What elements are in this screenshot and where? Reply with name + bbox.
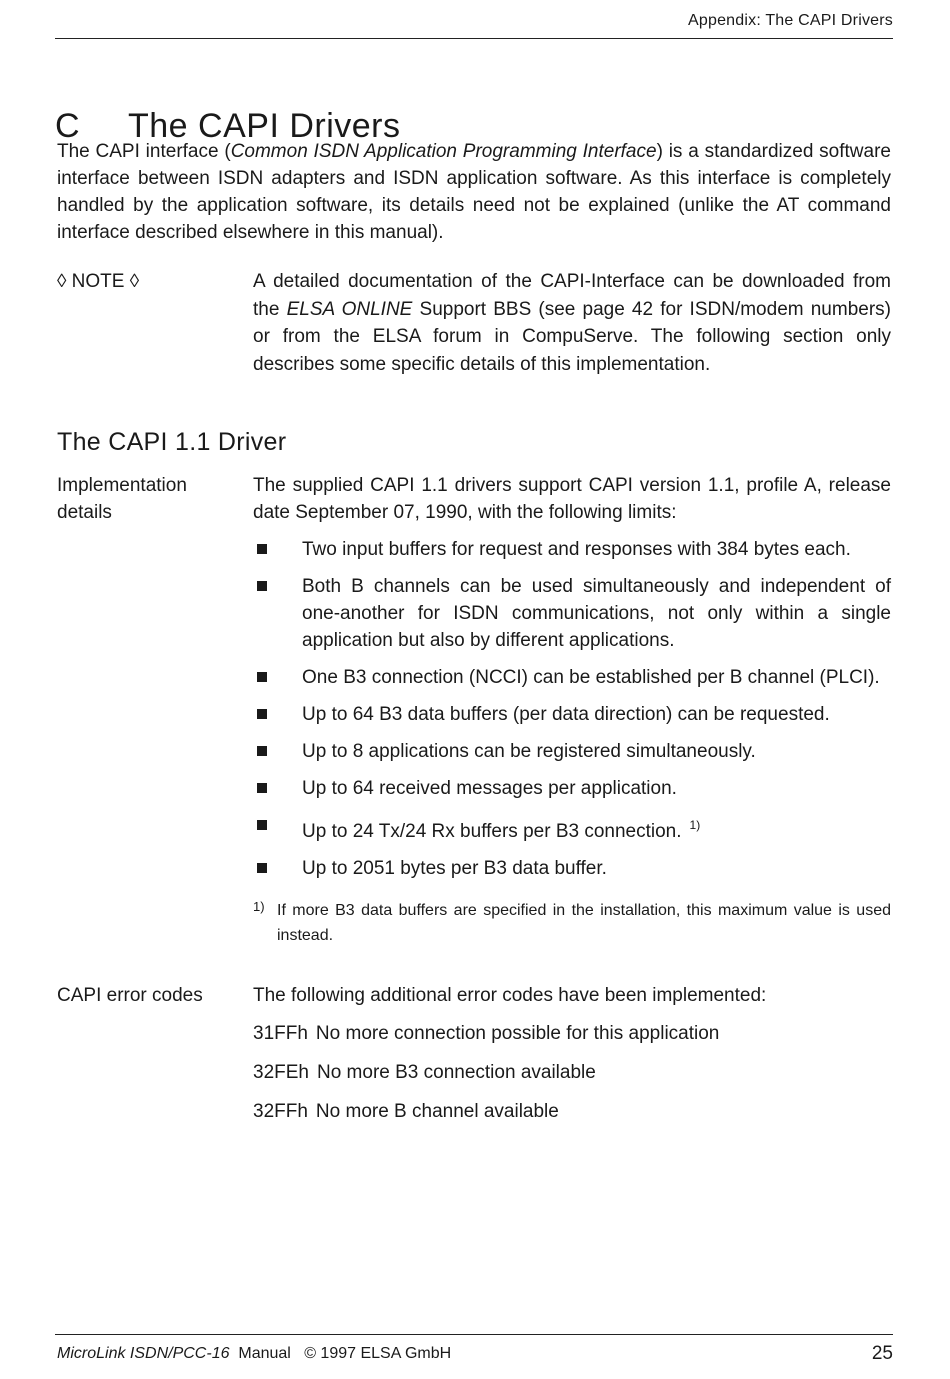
error-code: 31FFh bbox=[253, 1023, 308, 1044]
note-text-1: A detailed documentation of the CAPI-Interface can be downloaded from the bbox=[253, 271, 891, 320]
error-code: 32FEh bbox=[253, 1062, 309, 1083]
list-item bbox=[253, 664, 891, 691]
list-item-text: Two input buffers for request and responses with 384 bytes each. bbox=[302, 539, 851, 560]
footnote bbox=[253, 898, 891, 948]
list-item bbox=[253, 775, 891, 802]
error-codes-list bbox=[253, 1020, 719, 1137]
list-item bbox=[253, 855, 891, 882]
error-codes-label: CAPI error codes bbox=[57, 985, 203, 1006]
note-paragraph bbox=[253, 268, 891, 378]
footer-copyright: Manual © 1997 ELSA GmbH bbox=[229, 1345, 452, 1362]
error-code-item bbox=[253, 1020, 719, 1047]
list-item bbox=[253, 812, 891, 845]
section-title: The CAPI 1.1 Driver bbox=[57, 428, 287, 456]
error-code: 32FFh bbox=[253, 1101, 308, 1122]
chapter-number: C bbox=[55, 106, 81, 145]
error-description: No more connection possible for this application bbox=[315, 1023, 720, 1044]
list-item bbox=[253, 536, 891, 563]
footnote-mark: 1) bbox=[253, 899, 265, 914]
list-item-text: Both B channels can be used simultaneously and independent of one-another for ISDN communications, not only within a single application but also by different applications. bbox=[302, 576, 891, 651]
footnote-text: If more B3 data buffers are specified in the installation, this maximum value is used instead. bbox=[277, 902, 891, 944]
page-number: 25 bbox=[871, 1343, 893, 1364]
footnote-reference: 1) bbox=[689, 818, 701, 832]
bullet-square-icon bbox=[257, 672, 267, 682]
error-description: No more B channel available bbox=[315, 1101, 559, 1122]
intro-text-1: The CAPI interface ( bbox=[57, 141, 231, 162]
list-item-text: Up to 8 applications can be registered simultaneously. bbox=[302, 741, 756, 762]
list-item-text: Up to 24 Tx/24 Rx buffers per B3 connection. bbox=[302, 821, 682, 842]
list-item-text: Up to 64 B3 data buffers (per data direction) can be requested. bbox=[302, 704, 830, 725]
implementation-details-label: Implementation details bbox=[57, 475, 187, 523]
bullet-square-icon bbox=[257, 581, 267, 591]
error-codes-intro: The following additional error codes have been implemented: bbox=[253, 985, 767, 1006]
bullet-square-icon bbox=[257, 746, 267, 756]
chapter-title: The CAPI Drivers bbox=[128, 106, 401, 145]
list-item-text: Up to 2051 bytes per B3 data buffer. bbox=[302, 858, 607, 879]
note-text-2: Support BBS (see page 42 for ISDN/modem numbers) or from the ELSA forum in CompuServe. The following section only describes some specific details of this implementation. bbox=[253, 298, 891, 375]
bullet-square-icon bbox=[257, 820, 267, 830]
bullet-square-icon bbox=[257, 544, 267, 554]
error-code-item bbox=[253, 1098, 719, 1125]
bullet-square-icon bbox=[257, 709, 267, 719]
document-page bbox=[55, 0, 893, 1379]
list-item bbox=[253, 738, 891, 765]
list-item bbox=[253, 701, 891, 728]
list-item-text: One B3 connection (NCCI) can be established per B channel (PLCI). bbox=[302, 667, 880, 688]
list-item-text: Up to 64 received messages per application. bbox=[302, 778, 677, 799]
bullet-square-icon bbox=[257, 863, 267, 873]
footer-rule bbox=[55, 1334, 893, 1335]
note-label: ◊ NOTE ◊ bbox=[57, 271, 140, 292]
list-item bbox=[253, 573, 891, 654]
error-description: No more B3 connection available bbox=[316, 1062, 596, 1083]
intro-text-2: ) is a standardized software interface between ISDN adapters and ISDN application software. As this interface is completely handled by the application software, its details need not be explained (unlike the AT command interface described elsewhere in this manual). bbox=[57, 141, 891, 243]
intro-italic: Common ISDN Application Programming Interface bbox=[230, 141, 657, 162]
footer-product: MicroLink ISDN/PCC-16 bbox=[57, 1345, 230, 1362]
error-code-item bbox=[253, 1059, 719, 1086]
footer-text bbox=[57, 1345, 451, 1363]
bullet-square-icon bbox=[257, 783, 267, 793]
limits-list bbox=[253, 536, 891, 892]
header-rule bbox=[55, 38, 893, 39]
implementation-paragraph: The supplied CAPI 1.1 drivers support CAPI version 1.1, profile A, release date September 07, 1990, with the following limits: bbox=[253, 475, 891, 523]
note-italic: ELSA ONLINE bbox=[286, 298, 413, 320]
intro-paragraph bbox=[57, 138, 891, 246]
running-header: Appendix: The CAPI Drivers bbox=[688, 12, 893, 29]
